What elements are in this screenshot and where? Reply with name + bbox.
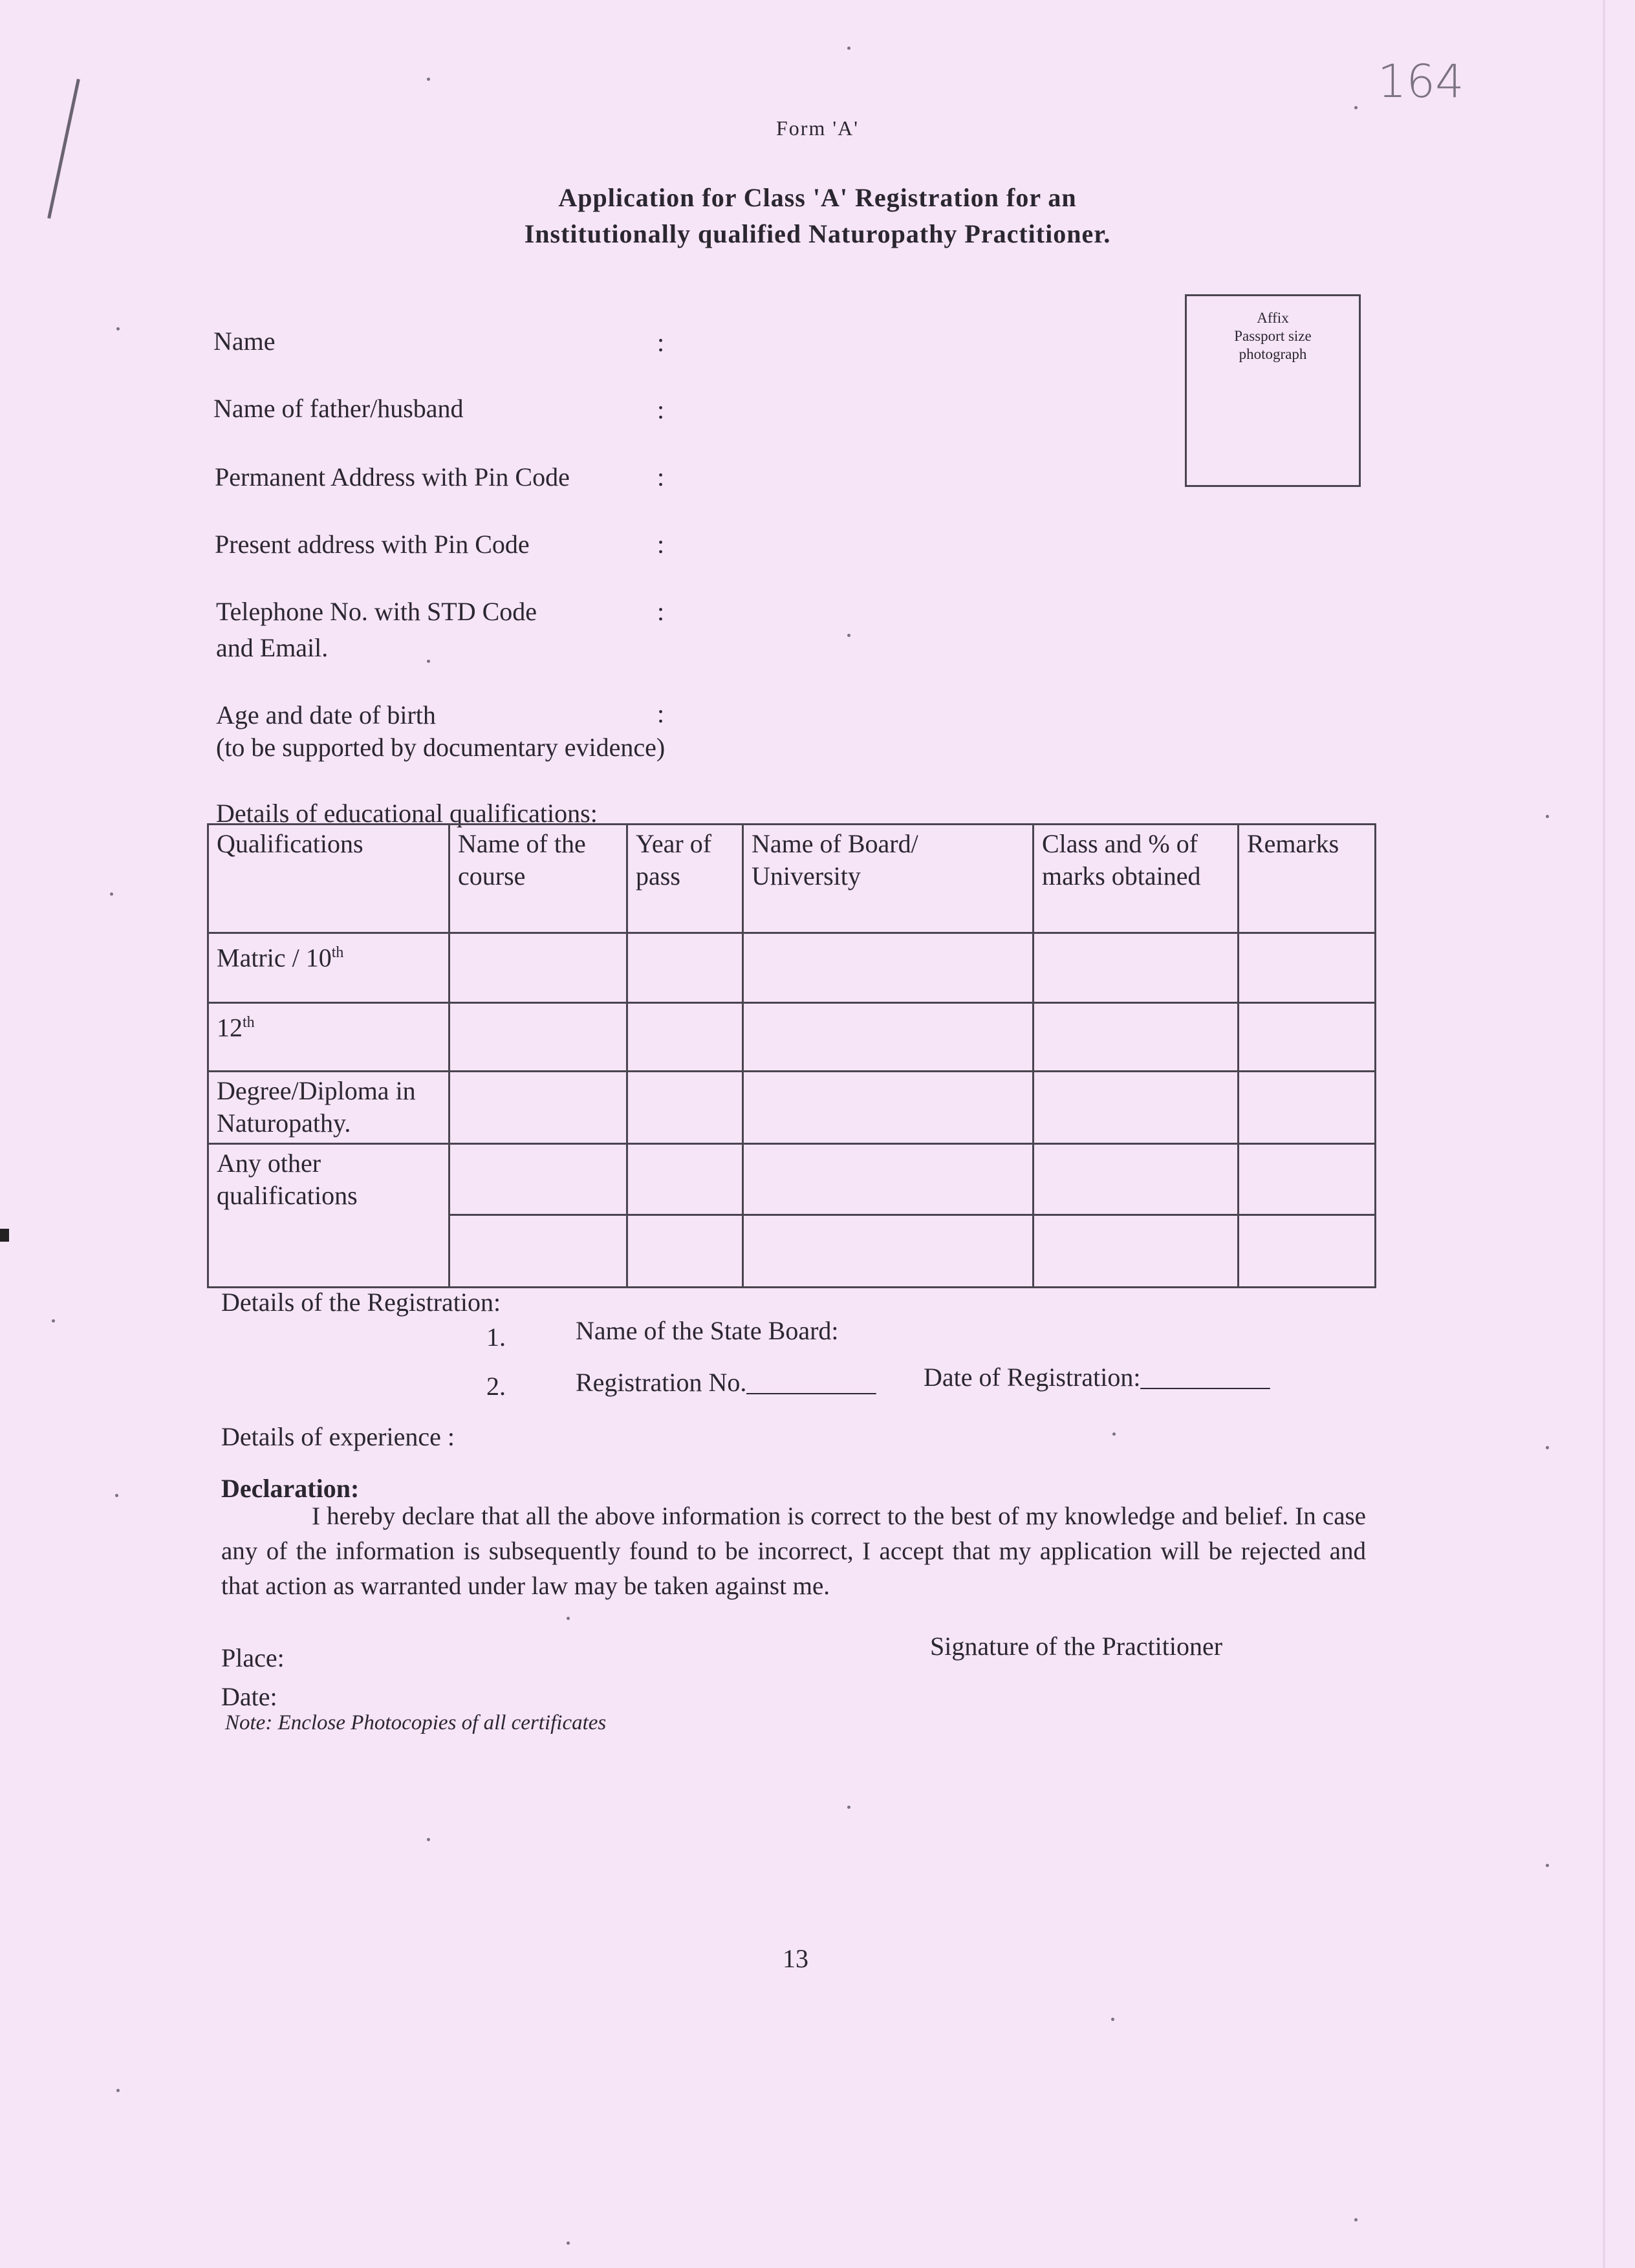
scan-speck bbox=[1546, 1864, 1549, 1867]
table-cell[interactable] bbox=[449, 1144, 627, 1215]
date-label: Date: bbox=[221, 1682, 277, 1711]
table-cell[interactable] bbox=[449, 1215, 627, 1288]
scan-speck bbox=[1354, 106, 1358, 109]
table-cell[interactable] bbox=[1034, 1072, 1239, 1144]
registration-number-label: Registration No.__________ bbox=[576, 1368, 876, 1397]
age-label-line-2: (to be supported by documentary evidence) bbox=[216, 733, 666, 762]
table-cell[interactable] bbox=[627, 1144, 743, 1215]
matric-text: Matric / 10 bbox=[217, 943, 332, 973]
scan-speck bbox=[116, 327, 120, 330]
place-label: Place: bbox=[221, 1643, 285, 1672]
registration-date-label: Date of Registration:__________ bbox=[924, 1363, 1270, 1392]
table-header-row bbox=[208, 825, 1376, 933]
permanent-address-label: Permanent Address with Pin Code bbox=[215, 462, 570, 491]
twelfth-superscript: th bbox=[243, 1014, 255, 1031]
scan-speck bbox=[1354, 2218, 1358, 2221]
table-cell[interactable] bbox=[449, 1003, 627, 1072]
name-colon: : bbox=[657, 328, 665, 357]
photo-box bbox=[1185, 294, 1361, 487]
telephone-label-line-2: and Email. bbox=[216, 633, 329, 662]
table-cell[interactable] bbox=[743, 1215, 1034, 1288]
table-cell[interactable] bbox=[1034, 1144, 1239, 1215]
scan-edge-mark bbox=[1603, 0, 1605, 2268]
row-label-other: Any other qualifications bbox=[208, 1144, 449, 1288]
table-cell[interactable] bbox=[627, 1215, 743, 1288]
scan-speck bbox=[1546, 1446, 1549, 1449]
row-label-12th bbox=[208, 1003, 449, 1072]
telephone-colon: : bbox=[657, 597, 665, 626]
father-husband-label: Name of father/husband bbox=[213, 394, 464, 423]
registration-item-1-number: 1. bbox=[486, 1323, 506, 1352]
scan-speck bbox=[1546, 815, 1549, 818]
education-table bbox=[207, 823, 1376, 1288]
scan-speck bbox=[116, 2089, 120, 2092]
permanent-address-colon: : bbox=[657, 462, 665, 491]
table-cell[interactable] bbox=[743, 1144, 1034, 1215]
scan-speck bbox=[427, 78, 430, 81]
scan-speck bbox=[52, 1319, 55, 1323]
name-label: Name bbox=[213, 327, 276, 356]
table-cell[interactable] bbox=[1034, 1215, 1239, 1288]
table-cell[interactable] bbox=[1239, 1215, 1376, 1288]
row-label-degree: Degree/Diploma in Naturopathy. bbox=[208, 1072, 449, 1144]
table-row bbox=[208, 933, 1376, 1003]
photo-box-line-2: Passport size bbox=[1234, 328, 1312, 344]
declaration-text: I hereby declare that all the above information is correct to the best of my knowledge and belief. In case any of the information is subsequently found to be incorrect, I accept that my application will be rejected and that action as warranted under law may be taken against me. bbox=[221, 1502, 1366, 1600]
header-year: Year of pass bbox=[627, 825, 743, 933]
education-section-title: Details of educational qualifications: bbox=[216, 799, 598, 828]
scan-speck bbox=[847, 47, 850, 50]
page-title-line-1: Application for Class 'A' Registration for an bbox=[558, 183, 1077, 212]
photo-box-line-3: photograph bbox=[1239, 346, 1307, 362]
scan-speck bbox=[427, 1838, 430, 1841]
page-title-line-2: Institutionally qualified Naturopathy Practitioner. bbox=[524, 219, 1111, 248]
age-label-line-1: Age and date of birth bbox=[216, 700, 436, 729]
table-cell[interactable] bbox=[1034, 933, 1239, 1003]
present-address-colon: : bbox=[657, 530, 665, 559]
table-cell[interactable] bbox=[449, 933, 627, 1003]
header-remarks: Remarks bbox=[1239, 825, 1376, 933]
present-address-label: Present address with Pin Code bbox=[215, 530, 530, 559]
table-cell[interactable] bbox=[1239, 1072, 1376, 1144]
telephone-label-line-1: Telephone No. with STD Code bbox=[216, 597, 537, 626]
table-cell[interactable] bbox=[743, 933, 1034, 1003]
scan-speck bbox=[847, 634, 850, 637]
scan-speck bbox=[567, 1617, 570, 1620]
scan-speck bbox=[1112, 1432, 1116, 1436]
experience-label: Details of experience : bbox=[221, 1422, 455, 1451]
matric-superscript: th bbox=[331, 944, 344, 961]
scan-speck bbox=[110, 892, 113, 896]
scan-speck bbox=[115, 1494, 118, 1497]
table-row bbox=[208, 1072, 1376, 1144]
table-cell[interactable] bbox=[743, 1072, 1034, 1144]
state-board-label: Name of the State Board: bbox=[576, 1316, 839, 1345]
scan-speck bbox=[847, 1806, 850, 1809]
registration-section-title: Details of the Registration: bbox=[221, 1288, 501, 1317]
table-cell[interactable] bbox=[1239, 933, 1376, 1003]
table-row bbox=[208, 1144, 1376, 1215]
table-cell[interactable] bbox=[1239, 1144, 1376, 1215]
registration-item-2-number: 2. bbox=[486, 1372, 506, 1401]
table-cell[interactable] bbox=[1239, 1003, 1376, 1072]
table-row bbox=[208, 1003, 1376, 1072]
scan-speck bbox=[427, 660, 430, 663]
twelfth-text: 12 bbox=[217, 1013, 243, 1042]
declaration-heading: Declaration: bbox=[221, 1474, 360, 1503]
note-text: Note: Enclose Photocopies of all certificates bbox=[225, 1711, 607, 1734]
scan-edge-mark bbox=[0, 1229, 9, 1242]
form-label: Form 'A' bbox=[776, 116, 859, 140]
handwritten-page-note: 164 bbox=[1378, 55, 1464, 108]
photo-box-line-1: Affix bbox=[1257, 310, 1289, 326]
header-course: Name of the course bbox=[449, 825, 627, 933]
father-husband-colon: : bbox=[657, 395, 665, 424]
row-label-matric bbox=[208, 933, 449, 1003]
table-cell[interactable] bbox=[743, 1003, 1034, 1072]
table-cell[interactable] bbox=[627, 933, 743, 1003]
scan-speck bbox=[1111, 2018, 1114, 2021]
header-marks: Class and % of marks obtained bbox=[1034, 825, 1239, 933]
scan-speck bbox=[567, 2241, 570, 2245]
signature-label: Signature of the Practitioner bbox=[930, 1632, 1223, 1661]
header-qualifications: Qualifications bbox=[208, 825, 449, 933]
table-cell[interactable] bbox=[627, 1072, 743, 1144]
table-cell[interactable] bbox=[1034, 1003, 1239, 1072]
table-cell[interactable] bbox=[627, 1003, 743, 1072]
page-number: 13 bbox=[783, 1944, 808, 1973]
age-colon: : bbox=[657, 699, 665, 728]
table-cell[interactable] bbox=[449, 1072, 627, 1144]
header-board: Name of Board/ University bbox=[743, 825, 1034, 933]
